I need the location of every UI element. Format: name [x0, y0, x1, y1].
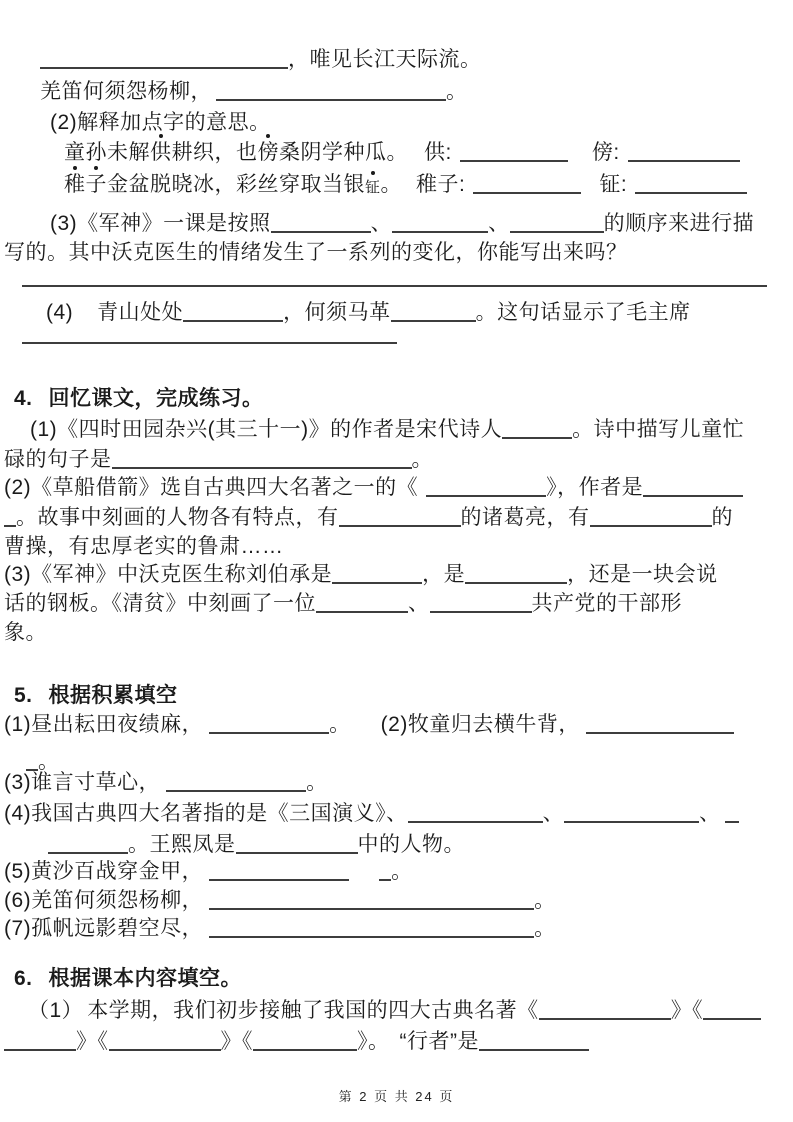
- section-6-heading: [14, 965, 242, 992]
- spacer: [33, 701, 49, 702]
- text-run: 》《: [670, 999, 704, 1022]
- fill-in-blank: [590, 505, 712, 527]
- spacer: [452, 158, 460, 159]
- text-run: 。: [534, 889, 556, 912]
- emphasis-dot-char: 稚: [64, 173, 86, 196]
- s4-item1-line1: [30, 416, 744, 443]
- fill-in-blank: [332, 562, 422, 584]
- text-run: 曹操，有忠厚老实的鲁肃……: [4, 535, 284, 558]
- fill-in-blank: [112, 447, 412, 469]
- fill-in-blank: [460, 140, 568, 162]
- fill-in-blank: [316, 591, 408, 613]
- fill-in-blank: [236, 832, 358, 854]
- text-run: (6)羌笛何须怨杨柳，: [4, 889, 204, 912]
- fill-in-blank: [271, 211, 371, 233]
- text-run: 。故事中刻画的人物各有特点，有: [16, 506, 339, 529]
- s5-item6: [4, 887, 556, 914]
- spacer: [349, 877, 379, 878]
- text-run: 。: [329, 713, 351, 736]
- text-run: (5)黄沙百战穿金甲，: [4, 860, 204, 883]
- text-run: 4.: [14, 387, 33, 410]
- text-run: 。这句话显示了毛主席: [475, 301, 691, 324]
- page-number-footer: 第 2 页 共 24 页: [338, 1089, 455, 1104]
- text-run: 根据积累填空: [48, 684, 178, 707]
- emphasis-dot-char: 钲: [365, 174, 381, 201]
- s5-item3: [4, 769, 328, 796]
- q2-instruction: [50, 109, 271, 136]
- text-run: 供:: [424, 141, 452, 164]
- fill-in-blank: [392, 211, 488, 233]
- section-5-heading: [14, 682, 178, 709]
- s6-item1-line1: [28, 997, 761, 1024]
- q1-poem-line-changjiang: [40, 46, 482, 73]
- text-run: 羌笛何须怨杨柳，: [40, 80, 212, 103]
- fill-in-blank: [465, 562, 567, 584]
- spacer: [418, 493, 426, 494]
- fill-in-blank: [473, 172, 581, 194]
- text-run: 傍:: [591, 141, 620, 164]
- text-run: “行者”是: [399, 1030, 479, 1053]
- text-run: (3)《军神》中沃克医生称刘伯承是: [4, 563, 333, 586]
- fill-in-blank: [109, 1029, 221, 1051]
- text-run: 童孙未解: [64, 141, 150, 164]
- text-run: （1）: [28, 999, 84, 1022]
- emphasis-dot-char: 傍: [257, 141, 279, 164]
- section-4-heading: [14, 385, 264, 412]
- text-run: (3)谁言寸草心，: [4, 771, 161, 794]
- text-run: 。: [411, 448, 433, 471]
- text-run: 的顺序来进行描: [603, 212, 755, 235]
- fill-in-blank: [253, 1029, 357, 1051]
- spacer: [390, 1047, 400, 1048]
- fill-in-blank: [426, 475, 546, 497]
- text-run: 、: [488, 212, 510, 235]
- text-run: (4): [46, 301, 74, 324]
- text-run: 。王熙凤是: [128, 833, 236, 856]
- fill-in-blank: [216, 79, 446, 101]
- text-run: 。: [391, 860, 413, 883]
- text-run: 。: [380, 173, 403, 196]
- text-run: 钲:: [599, 173, 628, 196]
- s6-item1-line2: [4, 1028, 589, 1055]
- q1-poem-line-qiangdi: [40, 78, 468, 105]
- spacer: [408, 158, 424, 159]
- fill-in-blank: [379, 859, 391, 881]
- s4-item2-line1: [4, 474, 743, 501]
- text-run: 中的人物。: [357, 833, 465, 856]
- spacer: [33, 984, 49, 985]
- text-run: (1)《四时田园杂兴(其三十一)》的作者是宋代诗人: [30, 418, 503, 441]
- text-run: (3)《军神》一课是按照: [50, 212, 271, 235]
- text-run: 象。: [4, 621, 47, 644]
- fill-in-blank: [166, 770, 306, 792]
- text-run: 。: [306, 771, 328, 794]
- q2-sentence-2: [64, 171, 747, 201]
- text-run: 》，作者是: [546, 476, 644, 499]
- s4-item1-line2: [4, 446, 433, 473]
- text-run: 桑阴学种瓜。: [279, 141, 408, 164]
- spacer: [465, 190, 473, 191]
- fill-in-blank: [539, 998, 671, 1020]
- emphasis-dot-char: 子: [85, 173, 107, 196]
- s4-item2-line2: [4, 504, 733, 531]
- fill-in-blank: [408, 801, 543, 823]
- text-run: 6.: [14, 967, 33, 990]
- s5-item7: [4, 915, 556, 942]
- fill-in-blank: [26, 749, 38, 771]
- text-run: 话的钢板。《清贫》中刻画了一位: [4, 592, 316, 615]
- fill-in-blank: [510, 211, 604, 233]
- fill-in-blank: [40, 47, 288, 69]
- spacer: [351, 730, 381, 731]
- fill-in-blank: [725, 801, 739, 823]
- text-run: 》《: [76, 1030, 109, 1053]
- text-run: (1)昼出耘田夜绩麻，: [4, 713, 204, 736]
- s5-item4-line2: [48, 831, 465, 858]
- text-run: 写的。其中沃克医生的情绪发生了一系列的变化，你能写出来吗？: [4, 241, 628, 264]
- fill-in-blank: [209, 916, 534, 938]
- q3-answer-line: [22, 264, 767, 291]
- fill-in-blank: [339, 505, 461, 527]
- spacer: [402, 190, 416, 191]
- fill-in-blank: [703, 998, 761, 1020]
- s4-item3-line1: [4, 561, 718, 588]
- fill-in-blank: [209, 888, 534, 910]
- text-run: 、: [370, 212, 393, 235]
- text-run: 的诸葛亮，有: [460, 506, 590, 529]
- spacer: [73, 318, 97, 319]
- text-run: 碌的句子是: [4, 448, 112, 471]
- text-run: 。诗中描写儿童忙: [572, 418, 745, 441]
- spacer: [33, 404, 49, 405]
- fill-in-blank: [22, 322, 397, 344]
- fill-in-blank: [4, 1029, 76, 1051]
- text-run: 5.: [14, 684, 33, 707]
- s5-item5: [4, 858, 413, 885]
- text-run: 的: [711, 506, 733, 529]
- text-run: 。: [446, 80, 468, 103]
- fill-in-blank: [209, 859, 349, 881]
- spacer: [581, 190, 599, 191]
- text-run: (2)《草船借箭》选自古典四大名著之一的《: [4, 476, 419, 499]
- fill-in-blank: [643, 475, 743, 497]
- q3-line-1: [50, 210, 754, 237]
- text-run: ，是: [422, 563, 466, 586]
- text-run: 稚子:: [416, 173, 466, 196]
- text-run: 回忆课文，完成练习。: [48, 387, 264, 410]
- spacer: [568, 158, 592, 159]
- fill-in-blank: [391, 300, 476, 322]
- s4-item2-line3: [4, 533, 284, 560]
- fill-in-blank: [635, 172, 747, 194]
- text-run: 耕织，也: [171, 141, 258, 164]
- text-run: 。: [38, 750, 60, 773]
- text-run: ，何须马革: [283, 301, 391, 324]
- text-run: (2)牧童归去横牛背，: [380, 713, 580, 736]
- text-run: 》《: [220, 1030, 253, 1053]
- fill-in-blank: [430, 591, 532, 613]
- text-run: 、: [542, 802, 565, 825]
- emphasis-dot-char: 供: [150, 141, 172, 164]
- text-run: ，唯见长江天际流。: [288, 48, 482, 71]
- fill-in-blank: [502, 417, 572, 439]
- s4-item3-line3: [4, 619, 47, 646]
- q3-line-2: [4, 239, 628, 266]
- text-run: 。: [534, 917, 556, 940]
- text-run: (4)我国古典四大名著指的是《三国演义》、: [4, 802, 408, 825]
- q4-answer-line: [22, 321, 397, 348]
- s4-item3-line2: [4, 590, 682, 617]
- fill-in-blank: [4, 505, 16, 527]
- fill-in-blank: [48, 832, 128, 854]
- s5-item4-line1: [4, 800, 739, 827]
- text-run: 根据课本内容填空。: [48, 967, 243, 990]
- text-run: (2)解释加点字的意思。: [50, 111, 271, 134]
- text-run: 本学期，我们初步接触了我国的四大古典名著《: [87, 999, 539, 1022]
- text-run: 、: [699, 802, 721, 825]
- fill-in-blank: [586, 712, 734, 734]
- fill-in-blank: [209, 712, 329, 734]
- q2-sentence-1: [64, 139, 740, 166]
- s5-item1-and-2: [4, 711, 734, 738]
- fill-in-blank: [628, 140, 740, 162]
- text-run: 金盆脱晓冰，彩丝穿取当银: [107, 173, 365, 196]
- fill-in-blank: [22, 265, 767, 287]
- fill-in-blank: [479, 1029, 589, 1051]
- text-run: 、: [408, 592, 430, 615]
- text-run: 共产党的干部形: [531, 592, 682, 615]
- text-run: ，还是一块会说: [567, 563, 718, 586]
- text-run: 》。: [357, 1030, 390, 1053]
- spacer: [627, 190, 635, 191]
- text-run: (7)孤帆远影碧空尽，: [4, 917, 204, 940]
- spacer: [620, 158, 628, 159]
- fill-in-blank: [183, 300, 283, 322]
- text-run: 青山处处: [97, 301, 184, 324]
- fill-in-blank: [564, 801, 699, 823]
